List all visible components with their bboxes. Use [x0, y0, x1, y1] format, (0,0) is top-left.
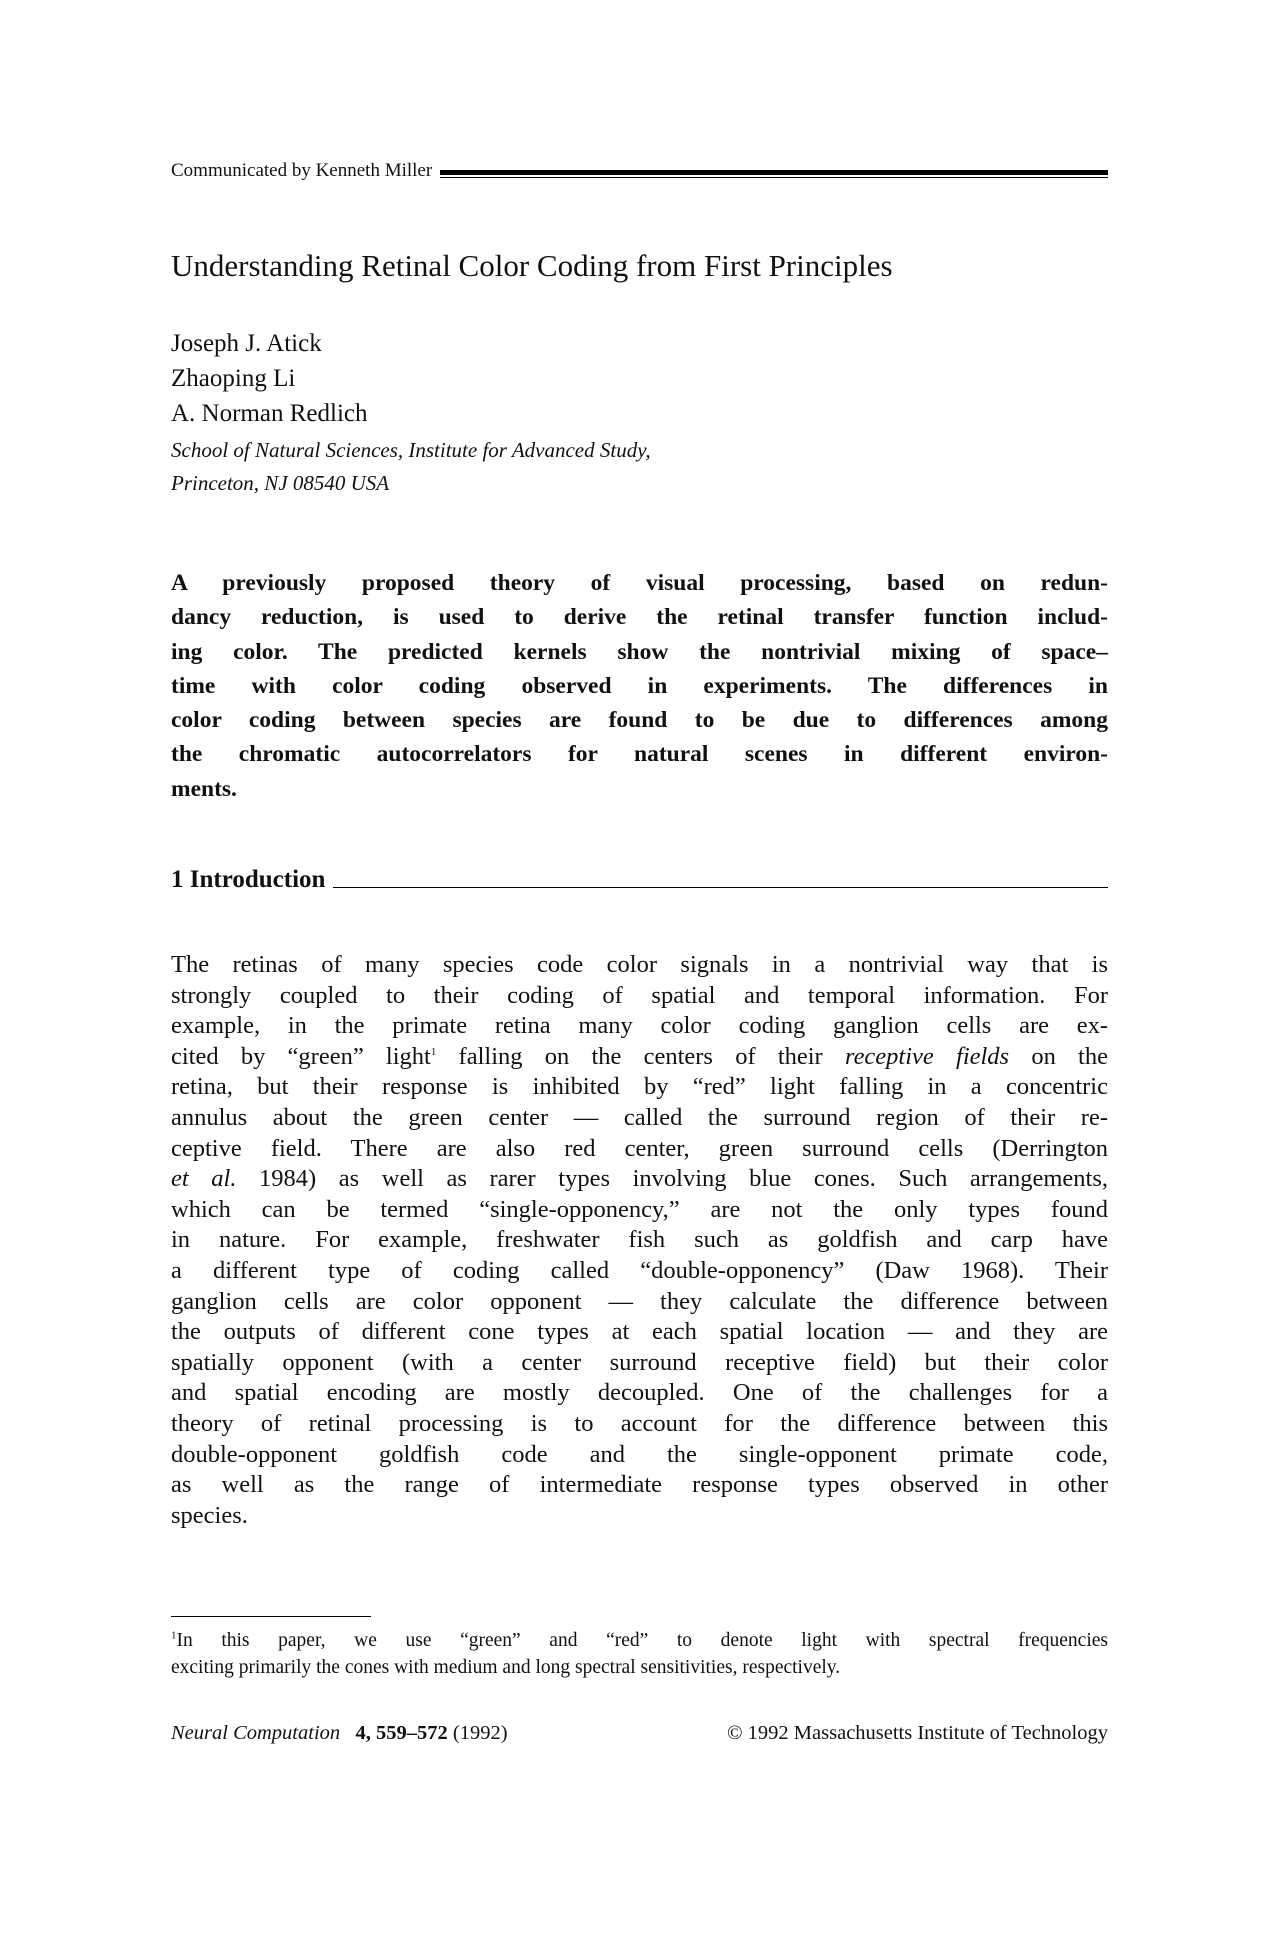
text-line	[171, 1654, 1108, 1681]
text-line	[171, 1225, 1108, 1256]
author: A. Norman Redlich	[171, 400, 368, 427]
journal-volume-pages: 4, 559–572	[355, 1722, 448, 1744]
text-span: double-opponent goldfish code and the single-opponent primate code,	[171, 1440, 1108, 1468]
abstract	[171, 566, 1108, 806]
text-line	[171, 1103, 1108, 1134]
text-line: dancy reduction, is used to derive the retinal transfer function includ-	[171, 604, 1108, 631]
text-line	[171, 981, 1108, 1012]
paper-title: Understanding Retinal Color Coding from First Principles	[171, 248, 893, 283]
text-line	[171, 1195, 1108, 1226]
text-span: which can be termed “single-opponency,” are not the only types found	[171, 1195, 1108, 1223]
communicated-by-header	[171, 156, 1108, 186]
text-span: as well as the range of intermediate response types observed in other	[171, 1471, 1108, 1499]
footnote-marker: 1	[171, 1629, 177, 1642]
text-span: on the	[1009, 1042, 1108, 1070]
text-line: A previously proposed theory of visual processing, based on redun-	[171, 570, 1108, 596]
text-span: The retinas of many species code color signals in a nontrivial way that is	[171, 951, 1108, 978]
text-line	[171, 950, 1108, 981]
text-span: cited by “green” light	[171, 1042, 431, 1070]
text-span: 1984) as well as rarer types involving blue cones. Such arrangements,	[236, 1165, 1108, 1193]
footnote-rule	[171, 1616, 371, 1617]
italic-text: et al.	[171, 1165, 237, 1193]
communicated-by: Communicated by Kenneth Miller	[171, 160, 433, 181]
copyright: © 1992 Massachusetts Institute of Technology	[726, 1722, 1108, 1744]
section-rule	[333, 887, 1108, 888]
text-line	[171, 1501, 1108, 1532]
text-span: In this paper, we use “green” and “red” to denote light with spectral frequencies	[176, 1630, 1108, 1651]
text-line	[171, 1440, 1108, 1471]
text-span: falling on the centers of their	[436, 1042, 845, 1070]
journal-citation	[171, 1722, 508, 1745]
footnote	[171, 1627, 1108, 1681]
text-span: retina, but their response is inhibited by “red” light falling in a concentric	[171, 1073, 1108, 1101]
text-span: annulus about the green center — called the surround region of their re-	[171, 1103, 1108, 1131]
text-span: and spatial encoding are mostly decoupled. One of the challenges for a	[171, 1379, 1108, 1407]
affiliation: School of Natural Sciences, Institute for Advanced Study,	[171, 438, 651, 462]
section-heading	[171, 866, 1108, 894]
author: Zhaoping Li	[171, 365, 296, 392]
text-line: ing color. The predicted kernels show the nontrivial mixing of space–	[171, 638, 1108, 665]
journal-footer	[171, 1722, 1108, 1745]
header-rule	[440, 170, 1108, 178]
text-line	[171, 1011, 1108, 1042]
text-line: time with color coding observed in experiments. The differences in	[171, 672, 1108, 699]
text-line	[171, 1378, 1108, 1409]
footnote-marker: 1	[430, 1045, 437, 1058]
text-line: color coding between species are found to be due to differences among	[171, 707, 1108, 734]
text-line	[171, 1348, 1108, 1379]
author: Joseph J. Atick	[171, 330, 322, 357]
text-line	[171, 1317, 1108, 1348]
text-line	[171, 1256, 1108, 1287]
text-line	[171, 1042, 1108, 1073]
text-span: the outputs of different cone types at each spatial location — and they are	[171, 1318, 1108, 1346]
text-span: in nature. For example, freshwater fish such as goldfish and carp have	[171, 1226, 1108, 1254]
text-line	[171, 1287, 1108, 1318]
text-span: exciting primarily the cones with medium and long spectral sensitivities, respectively.	[171, 1657, 841, 1678]
text-line	[171, 1470, 1108, 1501]
text-span: species.	[171, 1501, 248, 1529]
journal-year: (1992)	[452, 1722, 508, 1744]
text-line	[171, 1072, 1108, 1103]
text-span: spatially opponent (with a center surround receptive field) but their color	[171, 1348, 1108, 1376]
text-span: ceptive field. There are also red center, green surround cells (Derrington	[171, 1134, 1108, 1162]
body-text	[171, 950, 1108, 1531]
text-span: example, in the primate retina many color coding ganglion cells are ex-	[171, 1012, 1108, 1040]
text-span: strongly coupled to their coding of spatial and temporal information. For	[171, 981, 1108, 1009]
affiliation: Princeton, NJ 08540 USA	[171, 471, 390, 495]
section-title: 1 Introduction	[171, 866, 326, 893]
text-line: ments.	[171, 775, 237, 802]
text-span: ganglion cells are color opponent — they calculate the difference between	[171, 1287, 1108, 1315]
text-line	[171, 1627, 1108, 1654]
journal-name: Neural Computation	[171, 1722, 341, 1744]
text-line: the chromatic autocorrelators for natural scenes in different environ-	[171, 741, 1108, 768]
italic-text: receptive fields	[844, 1042, 1010, 1070]
text-line	[171, 1409, 1108, 1440]
text-span: a different type of coding called “double-opponency” (Daw 1968). Their	[171, 1256, 1108, 1284]
text-line	[171, 1164, 1108, 1195]
text-span: theory of retinal processing is to account for the difference between this	[171, 1409, 1108, 1437]
text-line	[171, 1134, 1108, 1165]
